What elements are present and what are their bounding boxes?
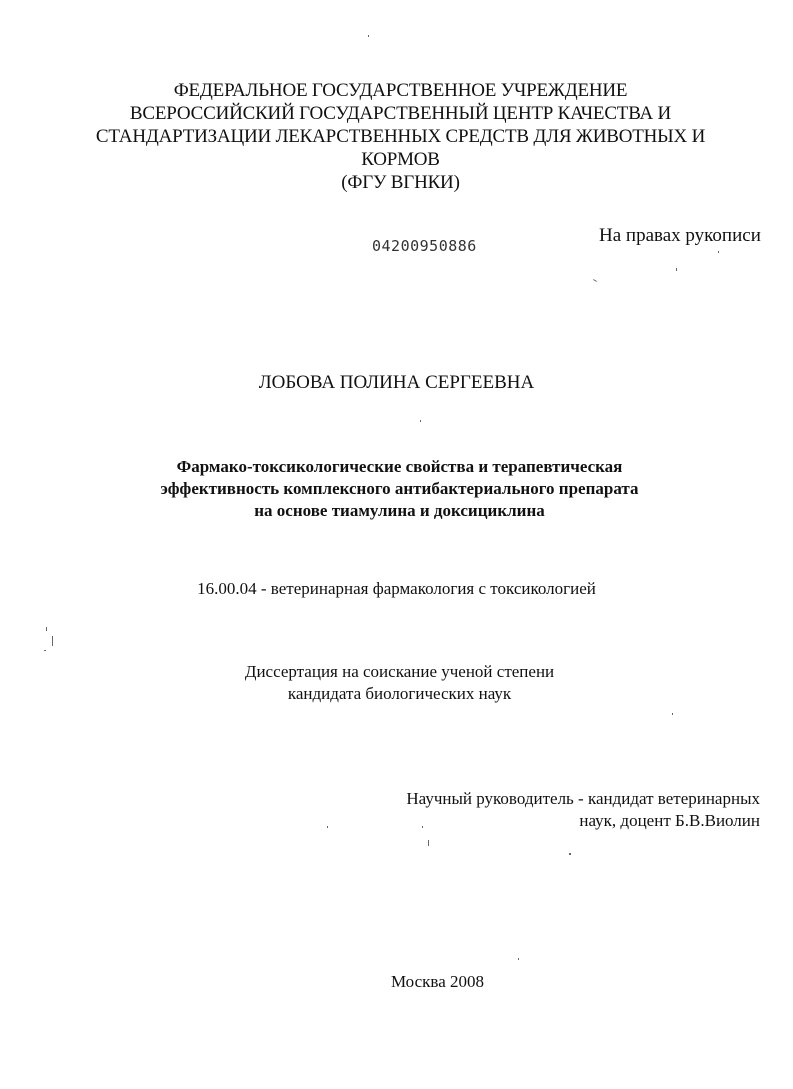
scan-speck [46,627,47,631]
scan-speck [368,35,369,37]
scan-speck [422,826,423,828]
scientific-advisor [406,788,760,832]
degree-line: кандидата биологических наук [287,684,512,703]
city-year: Москва 2008 [390,972,485,991]
title-line: эффективность комплексного антибактериального препарата [160,479,639,498]
organization-line: ВСЕРОССИЙСКИЙ ГОСУДАРСТВЕННЫЙ ЦЕНТР КАЧЕСТВА И [129,103,672,124]
organization-abbreviation: (ФГУ ВГНКИ) [341,172,460,193]
scan-speck [327,826,328,828]
scan-speck [718,251,719,253]
scan-speck [52,636,53,646]
scan-speck [672,713,673,715]
advisor-line: Научный руководитель - кандидат ветеринарных [406,789,760,808]
organization-line: ФЕДЕРАЛЬНОЕ ГОСУДАРСТВЕННОЕ УЧРЕЖДЕНИЕ [173,80,628,101]
manuscript-number-stamp: 04200950886 [372,237,477,255]
scan-speck [420,420,421,422]
dissertation-title [0,456,793,522]
scan-speck [44,650,46,651]
specialty-code: 16.00.04 - ветеринарная фармакология с токсикологией [197,579,596,598]
title-line: на основе тиамулина и доксициклина [254,501,545,520]
organization-header [0,79,793,194]
title-line: Фармако-токсикологические свойства и терапевтическая [176,457,623,476]
scan-speck [518,958,519,960]
advisor-line: наук, доцент Б.В.Виолин [579,811,760,830]
author-name: ЛОБОВА ПОЛИНА СЕРГЕЕВНА [258,372,535,393]
organization-line: КОРМОВ [361,149,440,170]
scan-speck [593,279,597,282]
scan-speck [569,853,571,855]
degree-line: Диссертация на соискание ученой степени [244,662,555,681]
organization-line: СТАНДАРТИЗАЦИИ ЛЕКАРСТВЕННЫХ СРЕДСТВ ДЛЯ ЖИВОТНЫХ И [95,126,706,147]
rights-note: На правах рукописи [599,225,761,246]
scan-speck [676,268,677,271]
scan-speck [428,840,429,846]
degree-statement [0,661,793,705]
